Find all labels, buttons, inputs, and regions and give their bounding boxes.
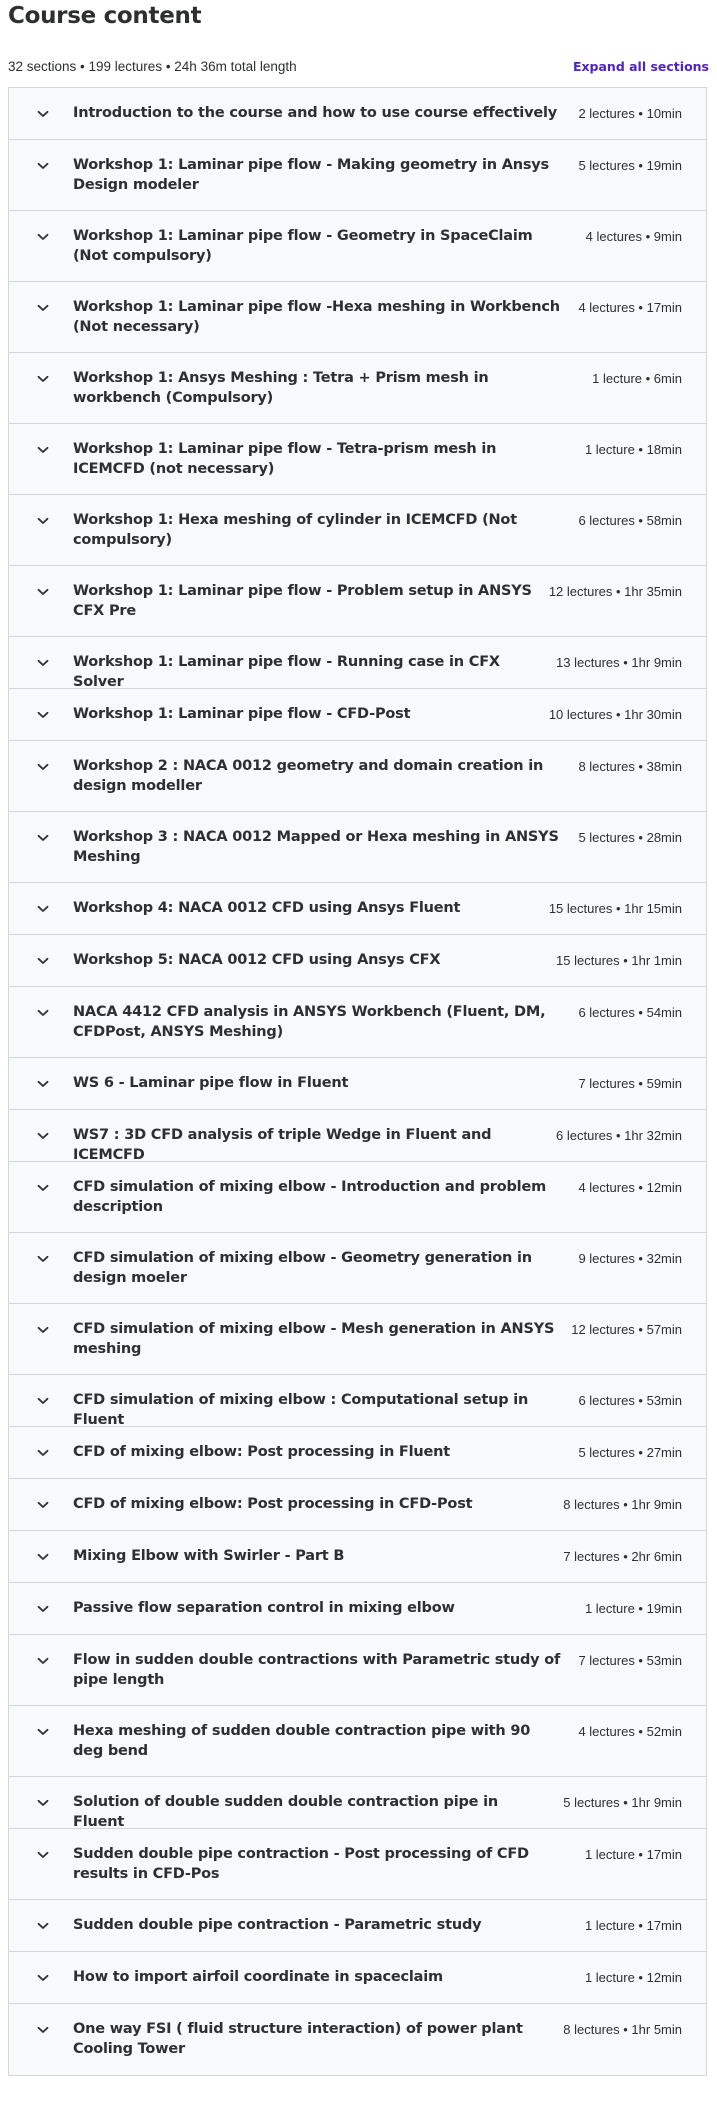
chevron-down-icon	[37, 1651, 49, 1671]
page-title: Course content	[8, 3, 202, 29]
chevron-down-icon	[37, 156, 49, 176]
section-title: Workshop 1: Laminar pipe flow - Making geometry in Ansys Design modeler	[73, 157, 549, 193]
section-title: Workshop 1: Hexa meshing of cylinder in ICEMCFD (Not compulsory)	[73, 512, 517, 548]
chevron-down-icon	[37, 1968, 49, 1988]
section-row[interactable]	[9, 741, 706, 812]
chevron-down-icon	[37, 653, 49, 673]
section-title: Workshop 4: NACA 0012 CFD using Ansys Fluent	[73, 900, 461, 916]
section-title: NACA 4412 CFD analysis in ANSYS Workbench (Fluent, DM, CFDPost, ANSYS Meshing)	[73, 1004, 546, 1040]
section-row[interactable]	[9, 987, 706, 1058]
section-row[interactable]	[9, 1058, 706, 1110]
section-meta: 7 lectures • 53min	[578, 1653, 682, 1668]
course-sections-accordion	[8, 87, 707, 2076]
section-row[interactable]	[9, 637, 706, 689]
section-meta: 7 lectures • 59min	[578, 1076, 682, 1091]
section-meta: 1 lecture • 18min	[584, 442, 682, 457]
section-title: Workshop 1: Laminar pipe flow - CFD-Post	[73, 706, 411, 722]
chevron-down-icon	[37, 1443, 49, 1463]
section-row[interactable]	[9, 1427, 706, 1479]
chevron-down-icon	[37, 828, 49, 848]
chevron-down-icon	[37, 2020, 49, 2040]
section-meta: 1 lecture • 17min	[584, 1918, 682, 1933]
section-row[interactable]	[9, 1635, 706, 1706]
chevron-down-icon	[37, 1249, 49, 1269]
section-row[interactable]	[9, 1162, 706, 1233]
chevron-down-icon	[37, 1074, 49, 1094]
section-title: Flow in sudden double contractions with Parametric study of pipe length	[73, 1652, 561, 1688]
section-row[interactable]	[9, 1304, 706, 1375]
section-row[interactable]	[9, 282, 706, 353]
chevron-down-icon	[37, 440, 49, 460]
section-title: One way FSI ( fluid structure interaction) of power plant Cooling Tower	[73, 2021, 523, 2057]
section-meta: 2 lectures • 10min	[578, 106, 682, 121]
section-title: Workshop 1: Laminar pipe flow - Problem setup in ANSYS CFX Pre	[73, 583, 532, 619]
section-title: CFD simulation of mixing elbow - Mesh generation in ANSYS meshing	[73, 1321, 555, 1357]
section-meta: 5 lectures • 1hr 9min	[563, 1795, 682, 1810]
section-title: Sudden double pipe contraction - Post processing of CFD results in CFD-Pos	[73, 1846, 529, 1882]
chevron-down-icon	[37, 104, 49, 124]
chevron-down-icon	[37, 1722, 49, 1742]
course-summary: 32 sections • 199 lectures • 24h 36m total length	[8, 58, 297, 74]
section-title: Workshop 3 : NACA 0012 Mapped or Hexa meshing in ANSYS Meshing	[73, 829, 559, 865]
section-row[interactable]	[9, 689, 706, 741]
section-meta: 6 lectures • 53min	[578, 1393, 682, 1408]
section-title: Workshop 5: NACA 0012 CFD using Ansys CFX	[73, 952, 441, 968]
section-title: CFD simulation of mixing elbow : Computational setup in Fluent	[73, 1392, 529, 1428]
section-meta: 7 lectures • 2hr 6min	[563, 1549, 682, 1564]
section-row[interactable]	[9, 1900, 706, 1952]
section-meta: 15 lectures • 1hr 15min	[548, 901, 682, 916]
section-meta: 6 lectures • 58min	[578, 513, 682, 528]
section-row[interactable]	[9, 2004, 706, 2075]
section-meta: 8 lectures • 38min	[578, 759, 682, 774]
section-row[interactable]	[9, 1531, 706, 1583]
section-title: WS7 : 3D CFD analysis of triple Wedge in Fluent and ICEMCFD	[73, 1127, 492, 1163]
section-title: CFD simulation of mixing elbow - Introduction and problem description	[73, 1179, 546, 1215]
section-title: Workshop 1: Laminar pipe flow -Hexa meshing in Workbench (Not necessary)	[73, 299, 560, 335]
section-meta: 4 lectures • 17min	[578, 300, 682, 315]
section-title: CFD of mixing elbow: Post processing in Fluent	[73, 1444, 451, 1460]
chevron-down-icon	[37, 1178, 49, 1198]
section-meta: 5 lectures • 27min	[578, 1445, 682, 1460]
section-title: Mixing Elbow with Swirler - Part B	[73, 1548, 345, 1564]
section-meta: 8 lectures • 1hr 9min	[563, 1497, 682, 1512]
section-title: Sudden double pipe contraction - Parametric study	[73, 1917, 482, 1933]
section-title: Hexa meshing of sudden double contraction pipe with 90 deg bend	[73, 1723, 531, 1759]
section-meta: 1 lecture • 12min	[584, 1970, 682, 1985]
section-title: Passive flow separation control in mixing elbow	[73, 1600, 455, 1616]
section-row[interactable]	[9, 1952, 706, 2004]
section-meta: 6 lectures • 54min	[578, 1005, 682, 1020]
chevron-down-icon	[37, 951, 49, 971]
section-meta: 5 lectures • 19min	[578, 158, 682, 173]
section-title: How to import airfoil coordinate in spaceclaim	[73, 1969, 443, 1985]
section-meta: 15 lectures • 1hr 1min	[556, 953, 682, 968]
section-row[interactable]	[9, 1233, 706, 1304]
chevron-down-icon	[37, 1845, 49, 1865]
chevron-down-icon	[37, 1495, 49, 1515]
chevron-down-icon	[37, 511, 49, 531]
section-meta: 4 lectures • 52min	[578, 1724, 682, 1739]
section-row[interactable]	[9, 1479, 706, 1531]
section-row[interactable]	[9, 1829, 706, 1900]
section-meta: 4 lectures • 9min	[585, 229, 682, 244]
chevron-down-icon	[37, 1126, 49, 1146]
section-title: Solution of double sudden double contraction pipe in Fluent	[73, 1794, 499, 1830]
section-meta: 1 lecture • 17min	[584, 1847, 682, 1862]
chevron-down-icon	[37, 757, 49, 777]
section-row[interactable]	[9, 883, 706, 935]
section-title: Workshop 1: Ansys Meshing : Tetra + Prism mesh in workbench (Compulsory)	[73, 370, 489, 406]
section-row[interactable]	[9, 1777, 706, 1829]
chevron-down-icon	[37, 298, 49, 318]
section-row[interactable]	[9, 812, 706, 883]
chevron-down-icon	[37, 582, 49, 602]
section-meta: 1 lecture • 19min	[584, 1601, 682, 1616]
section-meta: 4 lectures • 12min	[578, 1180, 682, 1195]
section-meta: 12 lectures • 1hr 35min	[548, 584, 682, 599]
section-row[interactable]	[9, 566, 706, 637]
section-row[interactable]	[9, 140, 706, 211]
section-meta: 1 lecture • 6min	[592, 371, 682, 386]
section-meta: 13 lectures • 1hr 9min	[556, 655, 682, 670]
chevron-down-icon	[37, 1003, 49, 1023]
chevron-down-icon	[37, 899, 49, 919]
chevron-down-icon	[37, 1391, 49, 1411]
chevron-down-icon	[37, 227, 49, 247]
chevron-down-icon	[37, 1793, 49, 1813]
section-title: WS 6 - Laminar pipe flow in Fluent	[73, 1075, 349, 1091]
section-title: Workshop 1: Laminar pipe flow - Geometry in SpaceClaim (Not compulsory)	[73, 228, 533, 264]
chevron-down-icon	[37, 1547, 49, 1567]
section-row[interactable]	[9, 88, 706, 140]
course-summary-row	[8, 47, 709, 87]
section-row[interactable]	[9, 1375, 706, 1427]
section-row[interactable]	[9, 424, 706, 495]
section-meta: 10 lectures • 1hr 30min	[548, 707, 682, 722]
section-title: Introduction to the course and how to use course effectively	[73, 105, 557, 121]
section-row[interactable]	[9, 1583, 706, 1635]
section-meta: 12 lectures • 57min	[571, 1322, 682, 1337]
section-row[interactable]	[9, 1706, 706, 1777]
section-title: Workshop 1: Laminar pipe flow - Running case in CFX Solver	[73, 654, 500, 690]
section-meta: 5 lectures • 28min	[578, 830, 682, 845]
section-row[interactable]	[9, 935, 706, 987]
section-title: Workshop 1: Laminar pipe flow - Tetra-prism mesh in ICEMCFD (not necessary)	[73, 441, 497, 477]
chevron-down-icon	[37, 1916, 49, 1936]
section-meta: 9 lectures • 32min	[578, 1251, 682, 1266]
chevron-down-icon	[37, 705, 49, 725]
chevron-down-icon	[37, 1320, 49, 1340]
chevron-down-icon	[37, 369, 49, 389]
section-row[interactable]	[9, 495, 706, 566]
section-meta: 8 lectures • 1hr 5min	[563, 2022, 682, 2037]
section-row[interactable]	[9, 1110, 706, 1162]
section-meta: 6 lectures • 1hr 32min	[556, 1128, 682, 1143]
section-title: CFD of mixing elbow: Post processing in CFD-Post	[73, 1496, 473, 1512]
section-row[interactable]	[9, 353, 706, 424]
section-row[interactable]	[9, 211, 706, 282]
chevron-down-icon	[37, 1599, 49, 1619]
expand-all-sections-button[interactable]: Expand all sections	[572, 58, 709, 74]
section-title: Workshop 2 : NACA 0012 geometry and domain creation in design modeller	[73, 758, 544, 794]
section-title: CFD simulation of mixing elbow - Geometry generation in design moeler	[73, 1250, 532, 1286]
